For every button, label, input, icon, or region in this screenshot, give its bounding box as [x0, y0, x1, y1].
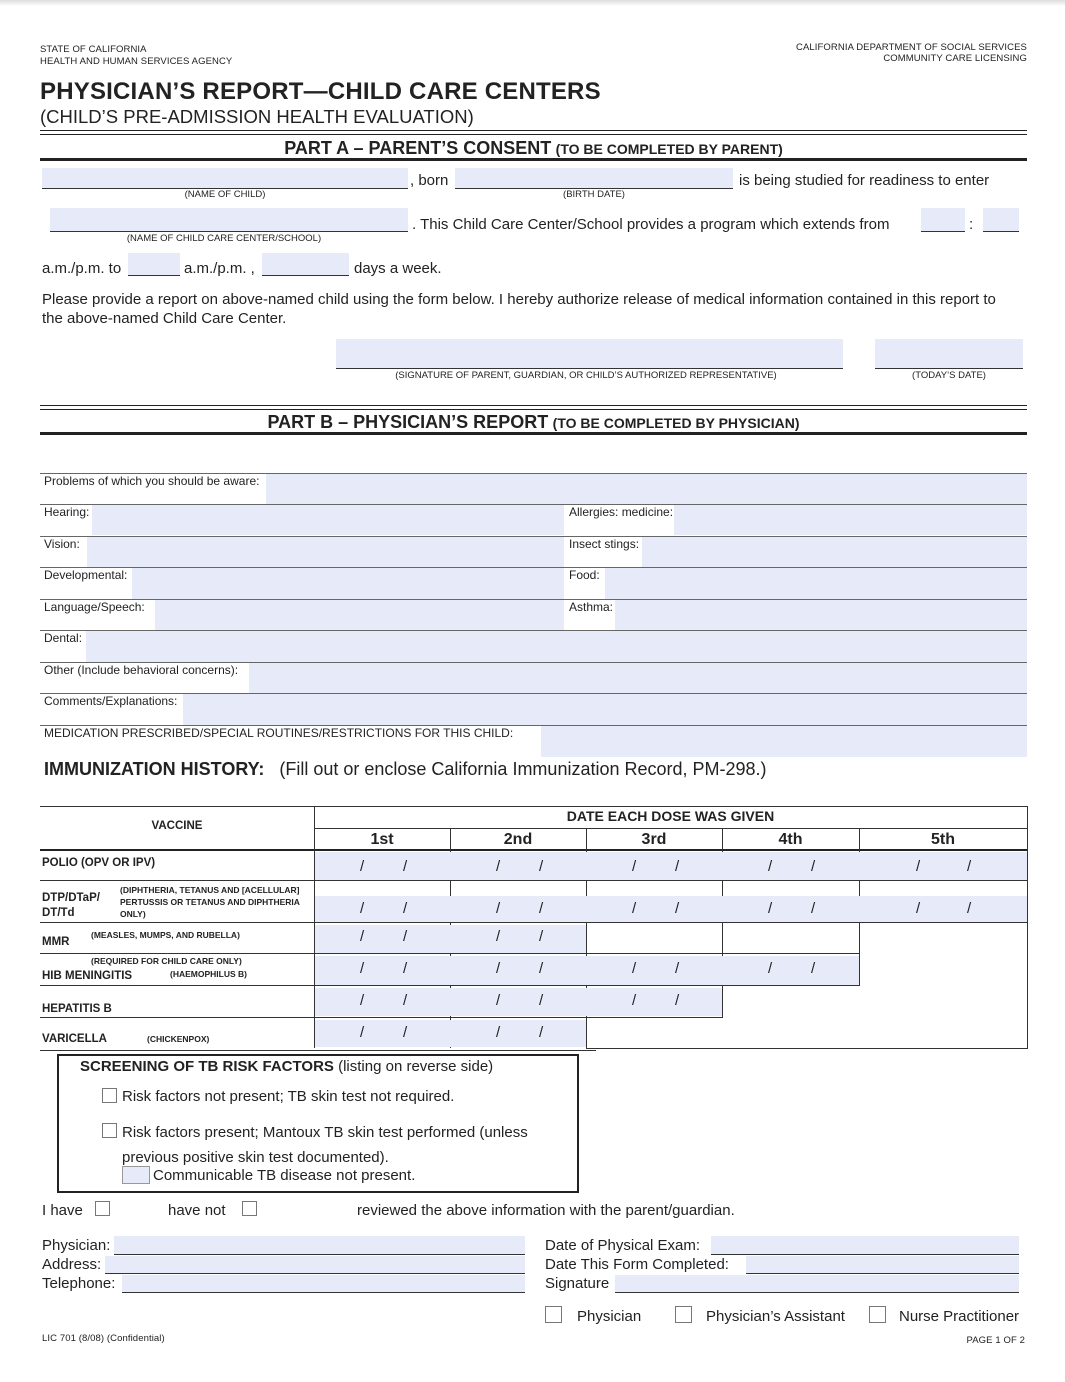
date-slash: / [539, 960, 544, 977]
todays-date-input[interactable] [875, 339, 1023, 369]
date-slash: / [539, 992, 544, 1009]
date-slash: / [967, 858, 972, 875]
dose-4-header: 4th [778, 831, 803, 848]
i-have-label: I have [42, 1202, 83, 1219]
date-slash: / [403, 858, 408, 875]
state-label: STATE OF CALIFORNIA [40, 44, 147, 55]
todays-date-caption: (TODAY’S DATE) [912, 370, 986, 381]
language-label: Language/Speech: [44, 600, 145, 614]
date-slash: / [496, 858, 501, 875]
table-bottom-line [40, 1050, 596, 1051]
date-slash: / [360, 992, 365, 1009]
form-subtitle: (CHILD’S PRE-ADMISSION HEALTH EVALUATION) [40, 106, 474, 127]
asthma-label: Asthma: [569, 600, 614, 614]
exam-date-input[interactable] [711, 1236, 1019, 1255]
dental-label: Dental: [44, 631, 83, 645]
date-slash: / [539, 1024, 544, 1041]
date-slash: / [811, 900, 816, 917]
other-input[interactable] [249, 663, 1027, 693]
insect-label: Insect stings: [569, 537, 640, 551]
language-input[interactable] [155, 600, 564, 630]
divider [40, 134, 1027, 135]
role-assistant-label: Physician’s Assistant [706, 1308, 845, 1325]
divider [40, 130, 1027, 131]
signature-label: Signature [545, 1275, 610, 1292]
exam-date-label: Date of Physical Exam: [545, 1237, 701, 1254]
date-slash: / [360, 1024, 365, 1041]
problems-input[interactable] [266, 474, 1027, 504]
tb-heading: SCREENING OF TB RISK FACTORS (listing on reverse side) [80, 1058, 494, 1075]
dose-1-header: 1st [370, 831, 394, 848]
telephone-input[interactable] [122, 1275, 525, 1293]
date-slash: / [675, 858, 680, 875]
program-text: . This Child Care Center/School provides a program which extends from [412, 216, 890, 233]
problems-label: Problems of which you should be aware: [44, 474, 260, 488]
dental-input[interactable] [86, 631, 1027, 662]
tb-option-1-checkbox[interactable] [102, 1088, 117, 1103]
part-a-heading: PART A – PARENT’S CONSENT (TO BE COMPLETED BY PARENT) [284, 138, 783, 158]
child-name-caption: (NAME OF CHILD) [184, 189, 266, 200]
dtp-label-2: DT/Td [42, 907, 75, 919]
completed-date-label: Date This Form Completed: [545, 1256, 729, 1273]
parent-signature-input[interactable] [336, 339, 843, 369]
center-name-caption: (NAME OF CHILD CARE CENTER/SCHOOL) [126, 233, 322, 244]
page-top-edge [0, 0, 1065, 6]
address-input[interactable] [105, 1256, 525, 1274]
hib-note: (HAEMOPHILUS B) [170, 969, 247, 979]
date-slash: / [496, 928, 501, 945]
part-b-heading: PART B – PHYSICIAN’S REPORT (TO BE COMPLETED BY PHYSICIAN) [267, 412, 800, 432]
signature-input[interactable] [615, 1275, 1019, 1293]
dose-5-header: 5th [931, 831, 955, 848]
hearing-label: Hearing: [44, 505, 90, 519]
food-label: Food: [569, 568, 600, 582]
insect-stings-input[interactable] [642, 537, 1027, 567]
start-hour-input[interactable] [921, 208, 965, 232]
polio-label: POLIO (OPV OR IPV) [42, 857, 156, 869]
date-slash: / [916, 900, 921, 917]
consent-paragraph: Please provide a report on above-named child using the form below. I hereby authorize release of medical information contained in this report to the above-named Child Care Center. [42, 291, 996, 327]
birth-date-caption: (BIRTH DATE) [563, 189, 625, 200]
divider [40, 158, 1027, 161]
tb-option-1-label: Risk factors not present; TB skin test not required. [122, 1088, 455, 1105]
dates-header: DATE EACH DOSE WAS GIVEN [566, 808, 775, 824]
date-slash: / [539, 858, 544, 875]
tb-option-2-label-cont: previous positive skin test documented). [122, 1149, 389, 1166]
allergies-label: Allergies: medicine: [569, 505, 674, 519]
form-id: LIC 701 (8/08) (Confidential) [42, 1333, 165, 1344]
comments-label: Comments/Explanations: [44, 694, 178, 708]
role-assistant-checkbox[interactable] [675, 1306, 692, 1323]
divider [40, 405, 1027, 406]
allergies-medicine-input[interactable] [674, 505, 1027, 535]
food-input[interactable] [605, 568, 1027, 599]
date-slash: / [632, 900, 637, 917]
table-line [40, 922, 1028, 923]
date-slash: / [632, 992, 637, 1009]
role-nurse-checkbox[interactable] [869, 1306, 886, 1323]
table-top-line [40, 806, 1028, 807]
date-slash: / [675, 960, 680, 977]
page-number: PAGE 1 OF 2 [966, 1335, 1025, 1346]
date-slash: / [811, 858, 816, 875]
date-slash: / [403, 928, 408, 945]
vision-input[interactable] [87, 537, 564, 567]
mmr-date-cells[interactable] [315, 925, 586, 953]
date-slash: / [539, 928, 544, 945]
dtp-note: (DIPHTHERIA, TETANUS AND [ACELLULAR] PERTUSSIS OR TETANUS AND DIPHTHERIA ONLY) [120, 885, 300, 919]
date-slash: / [496, 992, 501, 1009]
address-label: Address: [42, 1256, 102, 1273]
hepatitis-b-label: HEPATITIS B [42, 1003, 112, 1015]
dose-2-header: 2nd [503, 831, 533, 848]
date-slash: / [360, 900, 365, 917]
center-name-input[interactable] [50, 208, 408, 232]
days-text: days a week. [354, 260, 442, 277]
date-slash: / [496, 960, 501, 977]
hib-date-cells[interactable] [315, 956, 859, 985]
table-line [40, 1017, 723, 1018]
comments-input[interactable] [183, 694, 1027, 725]
mmr-label: MMR [42, 936, 70, 948]
birth-date-input[interactable] [455, 168, 733, 189]
asthma-input[interactable] [615, 600, 1027, 630]
dtp-label: DTP/DTaP/ [42, 892, 100, 904]
date-slash: / [539, 900, 544, 917]
hepatitis-b-date-cells[interactable] [315, 988, 722, 1016]
vision-label: Vision: [44, 537, 80, 551]
medication-label: MEDICATION PRESCRIBED/SPECIAL ROUTINES/RESTRICTIONS FOR THIS CHILD: [44, 726, 514, 740]
date-slash: / [675, 992, 680, 1009]
tb-option-3-checkbox[interactable] [122, 1166, 150, 1184]
completed-date-input[interactable] [746, 1256, 1019, 1274]
date-slash: / [768, 960, 773, 977]
date-slash: / [768, 858, 773, 875]
developmental-input[interactable] [132, 568, 564, 599]
agency-label: HEALTH AND HUMAN SERVICES AGENCY [40, 56, 233, 67]
table-line [40, 849, 1028, 851]
born-text: , born [410, 172, 449, 189]
telephone-label: Telephone: [42, 1275, 116, 1292]
medication-input[interactable] [541, 726, 1027, 757]
other-label: Other (Include behavioral concerns): [44, 663, 239, 677]
mmr-note: (MEASLES, MUMPS, AND RUBELLA) [91, 930, 240, 940]
date-slash: / [496, 1024, 501, 1041]
child-name-input[interactable] [42, 168, 408, 189]
table-line [1027, 806, 1028, 1048]
division-label: COMMUNITY CARE LICENSING [883, 53, 1027, 64]
tb-option-2-label: Risk factors present; Mantoux TB skin test performed (unless [122, 1124, 528, 1141]
date-slash: / [403, 960, 408, 977]
table-line [586, 1048, 1028, 1049]
tb-option-3-label: Communicable TB disease not present. [153, 1167, 416, 1184]
vaccine-header: VACCINE [151, 820, 203, 832]
date-slash: / [360, 928, 365, 945]
start-minute-input[interactable] [983, 208, 1019, 232]
date-slash: / [768, 900, 773, 917]
role-physician-checkbox[interactable] [545, 1306, 562, 1323]
date-slash: / [403, 992, 408, 1009]
developmental-label: Developmental: [44, 568, 128, 582]
role-physician-label: Physician [577, 1308, 642, 1325]
hib-required-note: (REQUIRED FOR CHILD CARE ONLY) [91, 956, 242, 966]
date-slash: / [916, 858, 921, 875]
date-slash: / [632, 960, 637, 977]
role-nurse-label: Nurse Practitioner [899, 1308, 1020, 1325]
date-slash: / [632, 858, 637, 875]
date-slash: / [360, 960, 365, 977]
end-time-input[interactable] [128, 253, 180, 276]
table-line [314, 828, 1028, 829]
immunization-heading: IMMUNIZATION HISTORY: (Fill out or enclose California Immunization Record, PM-298.) [44, 759, 767, 779]
varicella-note: (CHICKENPOX) [147, 1034, 210, 1044]
physician-input[interactable] [114, 1236, 525, 1255]
ampm-to-text: a.m./p.m. to [42, 260, 122, 277]
date-slash: / [403, 900, 408, 917]
form-title: PHYSICIAN’S REPORT—CHILD CARE CENTERS [40, 78, 601, 105]
date-slash: / [967, 900, 972, 917]
dose-3-header: 3rd [641, 831, 667, 848]
date-slash: / [811, 960, 816, 977]
physician-label: Physician: [42, 1237, 111, 1254]
table-line [40, 985, 860, 986]
dtp-date-cells[interactable] [315, 896, 1027, 922]
reviewed-text: reviewed the above information with the parent/guardian. [357, 1202, 735, 1219]
varicella-label: VARICELLA [42, 1033, 107, 1045]
signature-caption: (SIGNATURE OF PARENT, GUARDIAN, OR CHILD’S AUTHORIZED REPRESENTATIVE) [395, 370, 777, 381]
varicella-date-cells[interactable] [315, 1020, 586, 1047]
table-line [40, 880, 1028, 881]
have-checkbox[interactable] [95, 1201, 110, 1216]
days-input[interactable] [262, 253, 349, 276]
studied-text: is being studied for readiness to enter [739, 172, 990, 189]
hib-label: HIB MENINGITIS [42, 970, 133, 982]
divider [40, 432, 1027, 435]
date-slash: / [360, 858, 365, 875]
hearing-input[interactable] [92, 505, 564, 535]
ampm-text: a.m./p.m. , [184, 260, 255, 277]
date-slash: / [496, 900, 501, 917]
date-slash: / [675, 900, 680, 917]
polio-date-cells[interactable] [315, 852, 1027, 880]
dept-label: CALIFORNIA DEPARTMENT OF SOCIAL SERVICES [796, 42, 1027, 53]
date-slash: / [403, 1024, 408, 1041]
have-not-checkbox[interactable] [242, 1201, 257, 1216]
colon-text: : [969, 216, 974, 233]
divider [40, 409, 1027, 410]
tb-option-2-checkbox[interactable] [102, 1123, 117, 1138]
table-line [40, 953, 860, 954]
have-not-label: have not [168, 1202, 226, 1219]
